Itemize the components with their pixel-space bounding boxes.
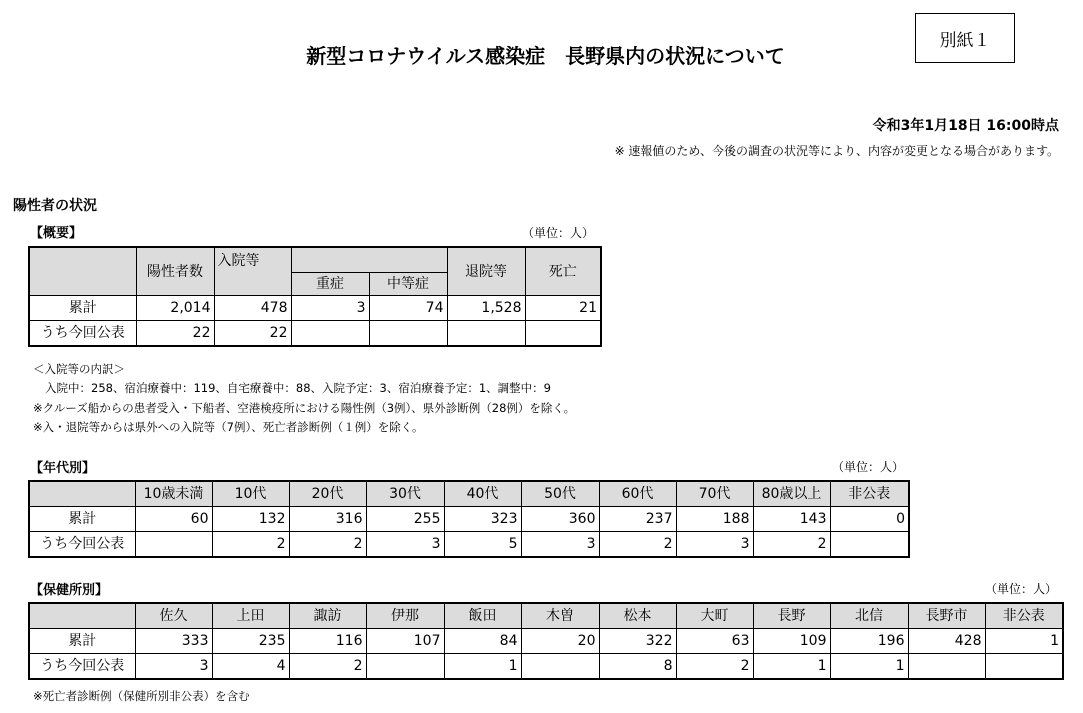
age-cell: 237 [599, 507, 676, 532]
office-header: 大町 [676, 603, 753, 629]
table-row [29, 507, 909, 532]
cell-severe [291, 321, 369, 347]
office-title: 【保健所別】 [30, 583, 109, 598]
row-label: 累計 [29, 629, 135, 654]
table-row [29, 321, 601, 347]
age-header: 70代 [676, 481, 753, 507]
office-header: 長野市 [908, 603, 985, 629]
row-label: 累計 [29, 296, 136, 321]
age-cell: 143 [753, 507, 830, 532]
cell-positives: 22 [136, 321, 214, 347]
summary-header-moderate: 中等症 [369, 273, 447, 296]
age-header: 30代 [366, 481, 444, 507]
summary-title: 【概要】 [30, 226, 83, 241]
age-cell: 2 [599, 532, 676, 558]
office-cell: 1 [985, 629, 1063, 654]
age-unit: （単位：人） [832, 460, 905, 474]
office-unit: （単位：人） [985, 582, 1058, 596]
office-header: 木曽 [521, 603, 599, 629]
office-cell: 235 [212, 629, 289, 654]
page-title: 新型コロナウイルス感染症 長野県内の状況について [306, 44, 785, 68]
office-cell: 63 [676, 629, 753, 654]
age-header: 40代 [444, 481, 521, 507]
office-cell: 1 [444, 654, 521, 680]
summary-note-exclusion-2: ※入・退院等からは県外への入院等（7例）、死亡者診断例（１例）を除く。 [33, 420, 424, 434]
office-cell: 2 [676, 654, 753, 680]
table-row [29, 629, 1063, 654]
office-cell: 84 [444, 629, 521, 654]
cell-deaths [525, 321, 601, 347]
summary-table [28, 246, 602, 347]
office-header-row [29, 603, 1063, 629]
office-cell: 109 [753, 629, 830, 654]
age-cell: 255 [366, 507, 444, 532]
health-office-table [28, 602, 1064, 680]
office-header: 非公表 [985, 603, 1063, 629]
age-header: 非公表 [830, 481, 909, 507]
summary-note-exclusion-1: ※クルーズ船からの患者受入・下船者、空港検疫所における陽性例（3例）、県外診断例（28例）を除く。 [33, 401, 576, 415]
row-label: うち今回公表 [29, 321, 136, 347]
age-table [28, 480, 910, 558]
office-cell: 322 [599, 629, 676, 654]
age-cell [830, 532, 909, 558]
cell-discharged: 1,528 [447, 296, 525, 321]
age-title: 【年代別】 [30, 461, 96, 476]
age-cell: 60 [135, 507, 212, 532]
summary-note-heading: ＜入院等の内訳＞ [33, 362, 125, 376]
office-cell: 333 [135, 629, 212, 654]
table-row [29, 296, 601, 321]
office-cell: 428 [908, 629, 985, 654]
cell-hospitalized: 22 [214, 321, 291, 347]
age-header: 50代 [521, 481, 599, 507]
office-header: 諏訪 [289, 603, 366, 629]
summary-header-severe: 重症 [291, 273, 369, 296]
age-header: 60代 [599, 481, 676, 507]
office-cell: 4 [212, 654, 289, 680]
as-of-date: 令和3年1月18日 16:00時点 [872, 118, 1059, 134]
row-label: うち今回公表 [29, 532, 135, 558]
office-header: 上田 [212, 603, 289, 629]
age-cell: 5 [444, 532, 521, 558]
age-header-row [29, 481, 909, 507]
office-cell: 2 [289, 654, 366, 680]
office-cell [521, 654, 599, 680]
age-cell: 3 [521, 532, 599, 558]
office-cell [366, 654, 444, 680]
age-header: 10歳未満 [135, 481, 212, 507]
cell-hospitalized: 478 [214, 296, 291, 321]
summary-header-hospitalized: 入院等 [214, 247, 291, 296]
office-cell: 20 [521, 629, 599, 654]
age-cell: 3 [366, 532, 444, 558]
office-header: 北信 [830, 603, 908, 629]
summary-unit: （単位：人） [522, 226, 595, 240]
office-cell: 116 [289, 629, 366, 654]
summary-header-discharged: 退院等 [447, 247, 525, 296]
age-cell: 188 [676, 507, 753, 532]
age-cell: 2 [289, 532, 366, 558]
age-cell [135, 532, 212, 558]
summary-note-breakdown: 入院中：258、宿泊療養中：119、自宅療養中：88、入院予定：3、宿泊療養予定：1、調整中：9 [45, 381, 551, 395]
cell-moderate: 74 [369, 296, 447, 321]
table-row [29, 654, 1063, 680]
office-cell: 107 [366, 629, 444, 654]
section-title: 陽性者の状況 [13, 198, 97, 214]
office-cell [908, 654, 985, 680]
summary-header-hospitalized-breakdown [291, 247, 447, 273]
age-header: 10代 [212, 481, 289, 507]
cell-positives: 2,014 [136, 296, 214, 321]
summary-corner-header [29, 247, 136, 296]
office-cell [985, 654, 1063, 680]
row-label: 累計 [29, 507, 135, 532]
attachment-stamp: 別紙１ [915, 13, 1015, 63]
cell-moderate [369, 321, 447, 347]
office-header: 佐久 [135, 603, 212, 629]
office-cell: 1 [830, 654, 908, 680]
age-header: 20代 [289, 481, 366, 507]
age-corner-header [29, 481, 135, 507]
cell-discharged [447, 321, 525, 347]
row-label: うち今回公表 [29, 654, 135, 680]
age-cell: 316 [289, 507, 366, 532]
office-cell: 8 [599, 654, 676, 680]
age-cell: 0 [830, 507, 909, 532]
summary-header-positives: 陽性者数 [136, 247, 214, 296]
office-cell: 1 [753, 654, 830, 680]
office-header: 松本 [599, 603, 676, 629]
office-corner-header [29, 603, 135, 629]
table-row [29, 532, 909, 558]
age-header: 80歳以上 [753, 481, 830, 507]
age-cell: 132 [212, 507, 289, 532]
office-header: 長野 [753, 603, 830, 629]
office-cell: 196 [830, 629, 908, 654]
age-cell: 2 [212, 532, 289, 558]
preliminary-note: ※ 速報値のため、今後の調査の状況等により、内容が変更となる場合があります。 [614, 144, 1059, 158]
summary-header-deaths: 死亡 [525, 247, 601, 296]
age-cell: 323 [444, 507, 521, 532]
cell-deaths: 21 [525, 296, 601, 321]
office-cell: 3 [135, 654, 212, 680]
office-note: ※死亡者診断例（保健所別非公表）を含む [33, 689, 250, 703]
office-header: 伊那 [366, 603, 444, 629]
office-header: 飯田 [444, 603, 521, 629]
age-cell: 2 [753, 532, 830, 558]
cell-severe: 3 [291, 296, 369, 321]
age-cell: 360 [521, 507, 599, 532]
age-cell: 3 [676, 532, 753, 558]
